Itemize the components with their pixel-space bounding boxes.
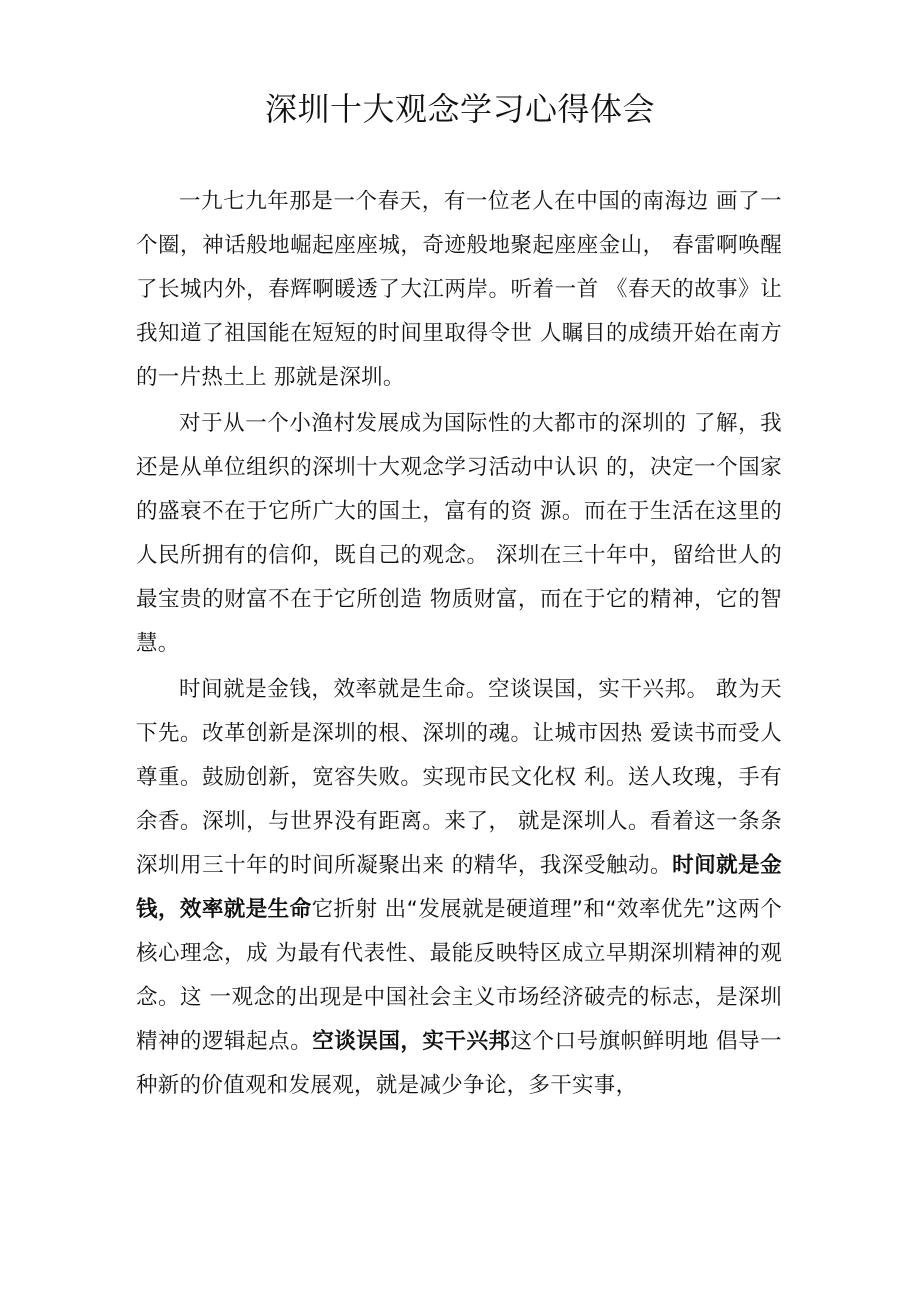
paragraph-text: 一九七九年那是一个春天，有一位老人在中国的南海边 画了一个圈，神话般地崛起座座城，奇迹般地聚起座座金山， 春雷啊唤醒了长城内外，春辉啊暖透了大江两岸。听着一首 《春天的故事》让我知道了祖国能在短短的时间里取得令世 人瞩目的成绩开始在南方的一片热土上 那就是深圳。 [136, 189, 782, 390]
paragraph-text: 它折射 出“发展就是硬道理”和“效率优先”这两个核心理念，成 为最有代表性、最能反映特区成立早期深圳精神的观念。这 一观念的出现是中国社会主义市场经济破壳的标志，是深圳 精神的逻辑起点。 [136, 897, 782, 1054]
document-body [136, 180, 782, 1110]
paragraph-text: 这个口号旗帜鲜明地 倡导一种新的价值观和发展观，就是减少争论，多干实事， [136, 1029, 782, 1098]
paragraph-2 [136, 402, 782, 666]
paragraph-1 [136, 180, 782, 400]
bold-phrase: 空谈误国，实干兴邦 [312, 1029, 511, 1054]
paragraph-3 [136, 668, 782, 1108]
document-title: 深圳十大观念学习心得体会 [264, 90, 655, 128]
bold-phrase: 时间就是金钱，效率就是生命 [136, 853, 782, 922]
paragraph-text: 对于从一个小渔村发展成为国际性的大都市的深圳的 了解，我还是从单位组织的深圳十大观念学习活动中认识 的，决定一个国家的盛衰不在于它所广大的国土，富有的资 源。而在于生活在这里的人民所拥有的信仰，既自己的观念。 深圳在三十年中，留给世人的最宝贵的财富不在于它所创造 物质财富，而在于它的精神，它的智慧。 [136, 411, 782, 656]
paragraph-text: 时间就是金钱，效率就是生命。空谈误国，实干兴邦。 敢为天下先。改革创新是深圳的根、深圳的魂。让城市因热 爱读书而受人尊重。鼓励创新，宽容失败。实现市民文化权 利。送人玫瑰，手有余香。深圳，与世界没有距离。来了， 就是深圳人。看着这一条条深圳用三十年的时间所凝聚出来 的精华，我深受触动。 [136, 677, 782, 878]
